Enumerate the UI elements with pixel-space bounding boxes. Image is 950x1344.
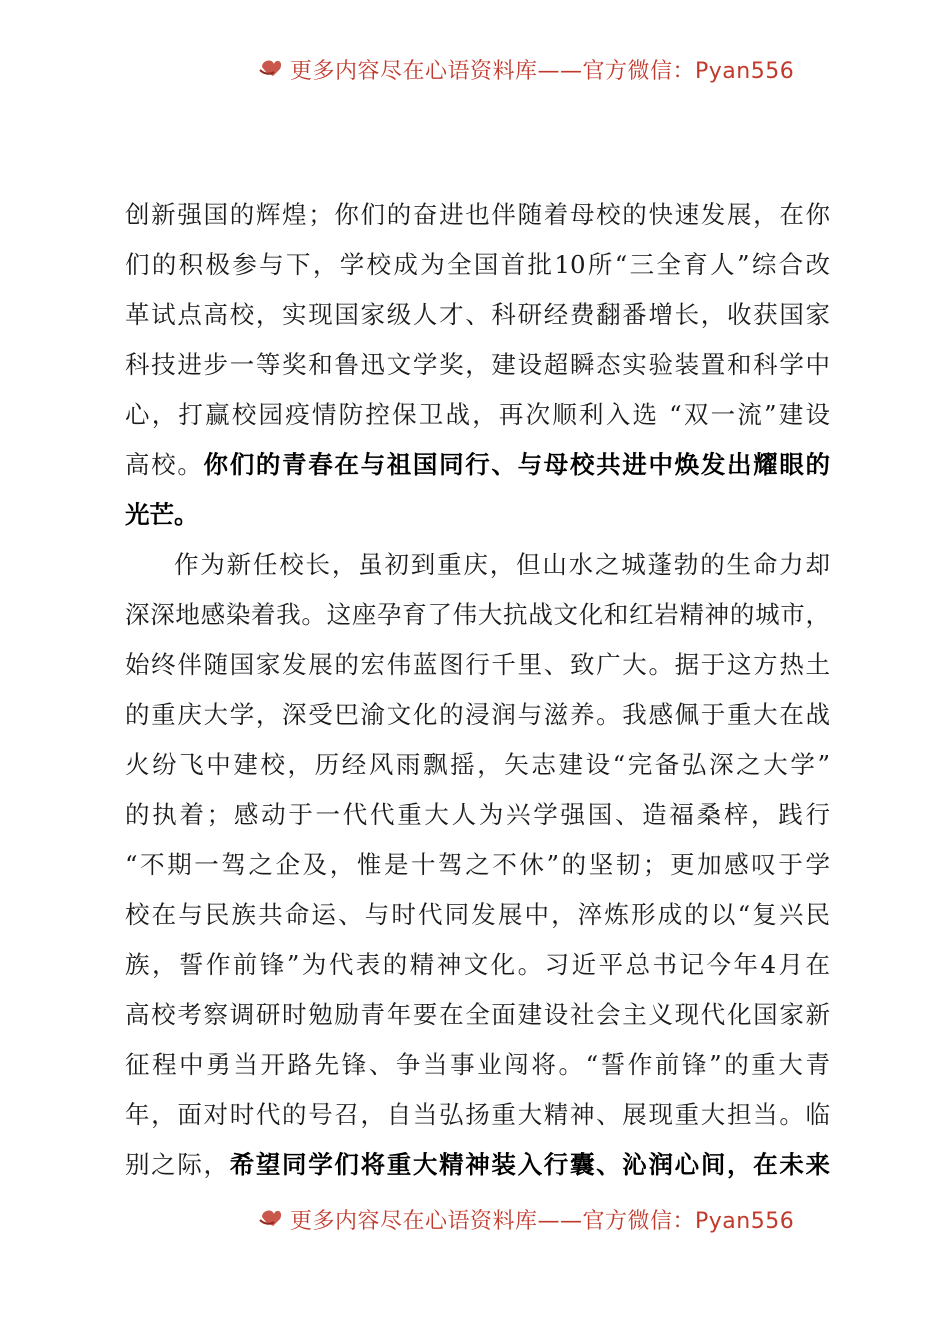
- watermark-text: 更多内容尽在心语资料库——官方微信：Pyan556: [290, 59, 795, 84]
- text-line: 高校考察调研时勉励青年要在全面建设社会主义现代化国家新: [125, 1000, 830, 1029]
- text-line: 深深地感染着我。这座孕育了伟大抗战文化和红岩精神的城市，: [125, 600, 830, 629]
- text-line: 别之际，希望同学们将重大精神装入行囊、沁润心间，在未来: [125, 1150, 831, 1179]
- text-line: 科技进步一等奖和鲁迅文学奖，建设超瞬态实验装置和科学中: [125, 350, 830, 379]
- watermark-logo-icon: [258, 56, 286, 84]
- bold-text: 光芒。: [125, 500, 199, 529]
- text-line: 的重庆大学，深受巴渝文化的浸润与滋养。我感佩于重大在战: [125, 700, 830, 729]
- text-line: 创新强国的辉煌；你们的奋进也伴随着母校的快速发展，在你: [125, 200, 830, 229]
- text-line: 心，打赢校园疫情防控保卫战，再次顺利入选 “双一流”建设: [125, 400, 830, 429]
- text-line: 始终伴随国家发展的宏伟蓝图行千里、致广大。据于这方热土: [125, 650, 830, 679]
- bold-text: 希望同学们将重大精神装入行囊、沁润心间，在未来: [229, 1150, 831, 1179]
- watermark-text: 更多内容尽在心语资料库——官方微信：Pyan556: [290, 1209, 795, 1234]
- text-line: 的执着；感动于一代代重大人为兴学强国、造福桑梓，践行: [125, 800, 830, 829]
- text-line: 们的积极参与下，学校成为全国首批10所“三全育人”综合改: [125, 250, 830, 279]
- watermark-banner-bottom: [0, 1200, 950, 1240]
- text-line: 革试点高校，实现国家级人才、科研经费翻番增长，收获国家: [125, 300, 830, 329]
- bold-text: 你们的青春在与祖国同行、与母校共进中焕发出耀眼的: [203, 450, 831, 479]
- text-line: 族，誓作前锋”为代表的精神文化。习近平总书记今年4月在: [125, 950, 830, 979]
- text-line: 校在与民族共命运、与时代同发展中，淬炼形成的以“复兴民: [125, 900, 830, 929]
- text-line: 火纷飞中建校，历经风雨飘摇，矢志建设“完备弘深之大学”: [125, 750, 830, 779]
- document-body: [125, 190, 830, 1190]
- text-line: 作为新任校长，虽初到重庆，但山水之城蓬勃的生命力却: [174, 550, 830, 579]
- watermark-logo-icon: [258, 1206, 286, 1234]
- text-line: [125, 490, 830, 540]
- text-line: 高校。你们的青春在与祖国同行、与母校共进中焕发出耀眼的: [125, 450, 831, 479]
- watermark-banner-top: [0, 50, 950, 90]
- text-line: “不期一驾之企及，惟是十驾之不休”的坚韧；更加感叹于学: [125, 850, 830, 879]
- text-line: 征程中勇当开路先锋、争当事业闯将。“誓作前锋”的重大青: [125, 1050, 830, 1079]
- text-line: 年，面对时代的号召，自当弘扬重大精神、展现重大担当。临: [125, 1100, 830, 1129]
